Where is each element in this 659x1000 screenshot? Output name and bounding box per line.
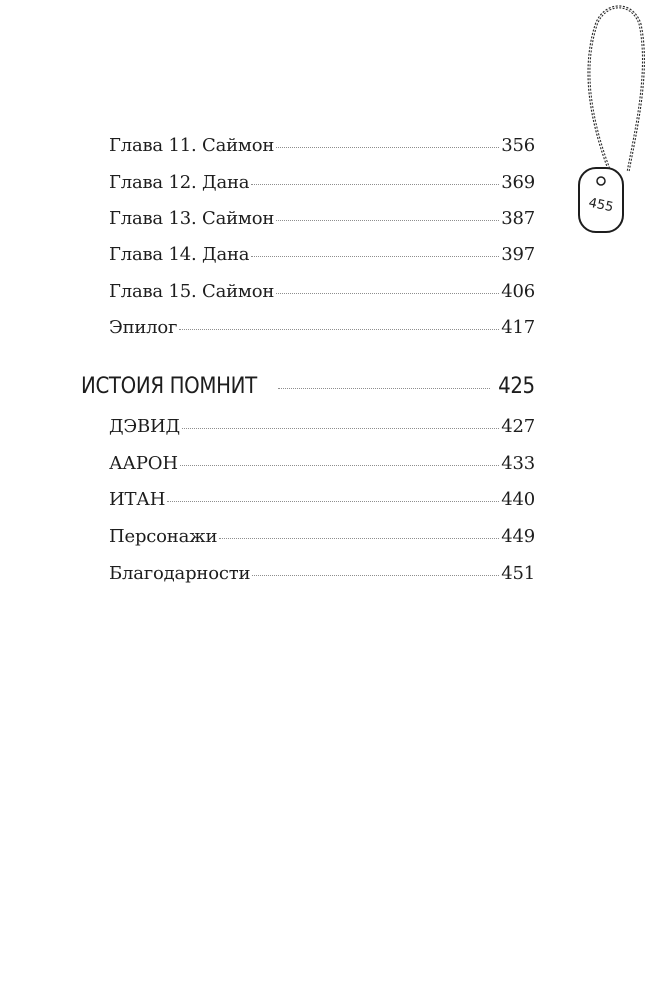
section-title: ИСТОИЯ ПОМНИТ bbox=[81, 374, 257, 399]
dot-leader bbox=[276, 293, 499, 294]
entry-page: 417 bbox=[501, 317, 535, 338]
dot-leader bbox=[180, 465, 499, 466]
dot-leader bbox=[182, 428, 499, 429]
entry-page: 451 bbox=[501, 563, 535, 584]
entry-page: 433 bbox=[501, 453, 535, 474]
entry-page: 427 bbox=[501, 416, 535, 437]
toc-entry[interactable] bbox=[109, 208, 535, 230]
toc-entry[interactable] bbox=[109, 489, 535, 511]
entry-title: ИТАН bbox=[109, 489, 166, 510]
dot-leader bbox=[179, 329, 499, 330]
toc-entry[interactable] bbox=[109, 135, 535, 157]
entry-page: 356 bbox=[501, 135, 535, 156]
dot-leader bbox=[276, 147, 499, 148]
toc-entry[interactable] bbox=[109, 172, 535, 194]
toc-entry[interactable] bbox=[109, 281, 535, 303]
dog-tag-icon bbox=[570, 0, 659, 245]
toc-entry[interactable] bbox=[109, 317, 535, 339]
entry-page: 387 bbox=[501, 208, 535, 229]
entry-page: 449 bbox=[501, 526, 535, 547]
table-of-contents bbox=[81, 0, 535, 1000]
entry-title: Глава 14. Дана bbox=[109, 244, 250, 265]
dot-leader bbox=[251, 256, 499, 257]
dot-leader bbox=[219, 538, 499, 539]
entry-title: Эпилог bbox=[109, 317, 178, 338]
entry-title: Персонажи bbox=[109, 526, 218, 547]
toc-entry[interactable] bbox=[109, 416, 535, 438]
dot-leader bbox=[251, 184, 499, 185]
entry-title: Глава 13. Саймон bbox=[109, 208, 275, 229]
toc-entry[interactable] bbox=[109, 526, 535, 548]
toc-entry[interactable] bbox=[109, 453, 535, 475]
entry-page: 440 bbox=[501, 489, 535, 510]
toc-section-heading[interactable] bbox=[81, 373, 535, 401]
toc-entry[interactable] bbox=[109, 563, 535, 585]
dot-leader bbox=[167, 501, 499, 502]
section-page: 425 bbox=[498, 374, 535, 399]
dot-leader bbox=[276, 220, 499, 221]
page-number: 455 bbox=[587, 195, 615, 216]
entry-title: ААРОН bbox=[109, 453, 178, 474]
entry-page: 369 bbox=[501, 172, 535, 193]
toc-entry[interactable] bbox=[109, 244, 535, 266]
entry-title: Глава 12. Дана bbox=[109, 172, 250, 193]
dot-leader bbox=[252, 575, 499, 576]
entry-title: ДЭВИД bbox=[109, 416, 180, 437]
entry-title: Благодарности bbox=[109, 563, 251, 584]
entry-title: Глава 15. Саймон bbox=[109, 281, 275, 302]
entry-title: Глава 11. Саймон bbox=[109, 135, 275, 156]
entry-page: 406 bbox=[501, 281, 535, 302]
dot-leader bbox=[278, 388, 490, 389]
entry-page: 397 bbox=[501, 244, 535, 265]
